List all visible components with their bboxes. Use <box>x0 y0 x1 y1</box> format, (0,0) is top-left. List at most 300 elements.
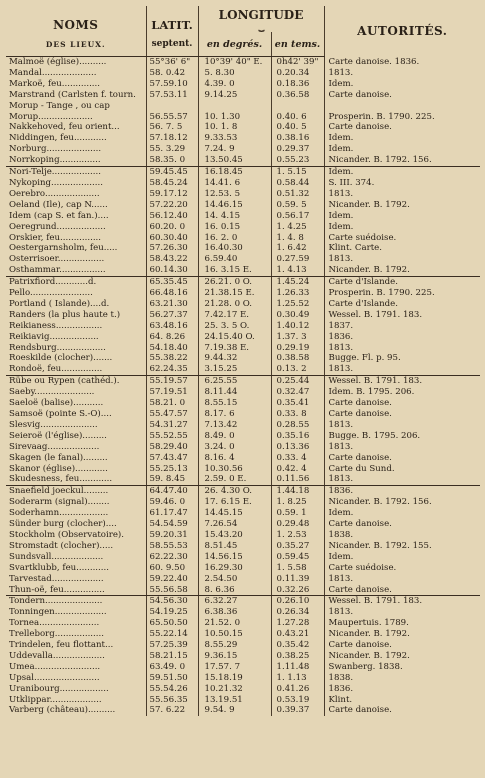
cell-deg: 24.15.40 O. <box>198 332 271 343</box>
cell-name: Samsoë (pointe S.-O).... <box>6 409 146 420</box>
table-row <box>6 497 480 508</box>
cell-name: Uranibourg.................. <box>6 684 146 695</box>
table-row <box>6 453 480 464</box>
cell-aut: Maupertuis. 1789. <box>328 618 409 629</box>
cell-name: Oeregrund.................. <box>6 222 146 233</box>
cell-tem: 0.29.19 <box>271 343 324 354</box>
cell-tem: 0.58.44 <box>271 178 324 189</box>
cell-name: Norrkoping............... <box>6 155 146 166</box>
cell-name: Svartklubb, feu............ <box>6 563 146 574</box>
cell-lat: 60.30.40 <box>146 233 198 244</box>
cell-lat: 56. 7. 5 <box>146 122 198 133</box>
table-row <box>6 563 480 574</box>
cell-lat: 57.53.11 <box>146 90 198 101</box>
cell-aut: Carte d'Islande. <box>328 277 398 288</box>
cell-tem: 0.42. 4 <box>271 464 324 475</box>
cell-lat: 55.47.57 <box>146 409 198 420</box>
cell-deg: 8.51.45 <box>198 541 271 552</box>
cell-deg: 14.56.15 <box>198 552 271 563</box>
cell-lat: 63.49. 0 <box>146 662 198 673</box>
cell-lat: 63.48.16 <box>146 321 198 332</box>
cell-name: Stromstadt (clocher)..... <box>6 541 146 552</box>
cell-lat: 59.17.12 <box>146 189 198 200</box>
cell-aut: Nicander. B. 1792. <box>328 199 410 210</box>
cell-name: Skanor (église)............ <box>6 464 146 475</box>
table-row <box>6 705 480 716</box>
cell-deg: 21.38.15 E. <box>198 288 271 299</box>
cell-tem: 0.59. 5 <box>271 200 324 211</box>
cell-aut: 1836. <box>328 486 354 497</box>
cell-aut: Carte danoise. 1836. <box>328 56 420 67</box>
cell-aut: S. III. 374. <box>328 177 375 188</box>
cell-aut: Carte du Sund. <box>328 463 395 474</box>
table-row <box>6 486 480 497</box>
table-row <box>6 398 480 409</box>
cell-name: Rondoë, feu............... <box>6 364 146 375</box>
cell-name: Osthammar................. <box>6 265 146 276</box>
table-row <box>6 618 480 629</box>
cell-aut: Carte danoise. <box>328 519 392 530</box>
header-names: NOMS <box>6 6 146 32</box>
cell-deg: 7.26.54 <box>198 519 271 530</box>
cell-tem: 0.36.58 <box>271 90 324 101</box>
table-row <box>6 222 480 233</box>
cell-aut: 1813. <box>328 607 354 618</box>
cell-lat: 58.21. 0 <box>146 398 198 409</box>
header-latitude-sub: septent. <box>146 32 198 57</box>
cell-deg: 2.54.50 <box>198 574 271 585</box>
cell-aut: 1836. <box>328 683 354 694</box>
cell-aut: Bugge. Fl. p. 95. <box>328 353 401 364</box>
cell-aut: Klint. <box>328 694 353 705</box>
cell-lat: 56.12.40 <box>146 211 198 222</box>
table-row <box>6 277 480 288</box>
table-row <box>6 133 480 144</box>
cell-lat: 57.26.30 <box>146 243 198 254</box>
cell-aut: 1837. <box>328 320 354 331</box>
cell-deg: 7.19.38 E. <box>198 343 271 354</box>
cell-lat: 55.54.26 <box>146 684 198 695</box>
cell-aut: Bugge. B. 1795. 206. <box>328 430 421 441</box>
cell-deg: 7.42.17 E. <box>198 310 271 321</box>
table-row <box>6 420 480 431</box>
cell-aut: Carte suédoise. <box>328 562 397 573</box>
cell-deg: 26. 4.30 O. <box>198 486 271 497</box>
cell-lat: 59. 8.45 <box>146 474 198 485</box>
table-row <box>6 178 480 189</box>
table-row <box>6 68 480 79</box>
cell-lat: 61.17.47 <box>146 508 198 519</box>
cell-lat: 56.55.57 <box>146 112 198 123</box>
cell-deg: 3.24. 0 <box>198 442 271 453</box>
cell-lat: 54.56.30 <box>146 596 198 607</box>
cell-deg: 10. 1. 8 <box>198 122 271 133</box>
cell-aut: Swanberg. 1838. <box>328 661 403 672</box>
cell-tem: 0.33. 4 <box>271 453 324 464</box>
cell-lat: 59.22.40 <box>146 574 198 585</box>
table-row <box>6 596 480 607</box>
table-row <box>6 629 480 640</box>
cell-tem: 0.41.26 <box>271 684 324 695</box>
cell-lat: 57.25.39 <box>146 640 198 651</box>
cell-name: Patrixfiord............d. <box>6 277 146 288</box>
cell-tem: 0.33. 8 <box>271 409 324 420</box>
cell-lat: 60.14.30 <box>146 265 198 276</box>
cell-deg: 8. 6.36 <box>198 585 271 596</box>
cell-tem: 0.35.42 <box>271 640 324 651</box>
cell-name: Markoë, feu.............. <box>6 79 146 90</box>
cell-deg: 9.44.32 <box>198 353 271 364</box>
cell-tem: 0.56.17 <box>271 211 324 222</box>
cell-aut: Nicander. B. 1792. 156. <box>324 155 480 166</box>
cell-tem: 0.35.16 <box>271 431 324 442</box>
cell-name: Reikianess................. <box>6 321 146 332</box>
cell-tem: 0.35.27 <box>271 541 324 552</box>
cell-name: Morup.................... <box>6 112 146 123</box>
cell-lat: 62.22.30 <box>146 552 198 563</box>
cell-name: Saeby...................... <box>6 387 146 398</box>
cell-aut: Nicander. B. 1792. 156. <box>328 497 432 508</box>
cell-aut: Wessel. B. 1791. 183. <box>328 596 423 607</box>
table-row <box>6 101 480 112</box>
cell-lat: 59.51.50 <box>146 673 198 684</box>
cell-name: Niddingen, feu............ <box>6 133 146 144</box>
cell-deg: 2.59. 0 E. <box>198 474 271 485</box>
header-names-sub: DES LIEUX. <box>6 32 146 57</box>
cell-name: Randers (la plus haute t.) <box>6 310 146 321</box>
cell-aut: Carte d'Islande. <box>328 298 398 309</box>
cell-name: Nakkehoved, feu orient... <box>6 122 146 133</box>
cell-deg: 4.39. 0 <box>198 79 271 90</box>
cell-name: Oeland (Ile), cap N...... <box>6 200 146 211</box>
cell-aut: Nicander. B. 1792. 155. <box>328 540 432 551</box>
cell-name: Roeskilde (clocher)....... <box>6 353 146 364</box>
cell-lat: 58.45.24 <box>146 178 198 189</box>
cell-tem: 1. 2.53 <box>271 530 324 541</box>
cell-name: Tornea...................... <box>6 618 146 629</box>
cell-aut: 1813. <box>328 342 354 353</box>
cell-deg: 17.57. 7 <box>198 662 271 673</box>
cell-tem: 0.32.26 <box>271 585 324 596</box>
cell-tem: 0.25.44 <box>271 376 324 387</box>
cell-name: Tarvestad................... <box>6 574 146 585</box>
table-row <box>6 200 480 211</box>
header-long-time: en tems. <box>271 32 324 57</box>
cell-lat: 58.55.53 <box>146 541 198 552</box>
cell-lat: 57.18.12 <box>146 133 198 144</box>
cell-deg: 8.55.29 <box>198 640 271 651</box>
cell-deg: 9.54. 9 <box>198 705 271 716</box>
cell-tem: 1. 1.13 <box>271 673 324 684</box>
cell-lat: 58.29.40 <box>146 442 198 453</box>
cell-tem: 1. 4. 8 <box>271 233 324 244</box>
cell-tem: 0.43.21 <box>271 629 324 640</box>
cell-tem: 0.32.47 <box>271 387 324 398</box>
cell-lat: 55.56.58 <box>146 585 198 596</box>
cell-aut: Wessel. B. 1791. 183. <box>328 309 423 320</box>
cell-name: Skudesness, feu............ <box>6 474 146 485</box>
cell-deg: 14.45.15 <box>198 508 271 519</box>
table-row <box>6 211 480 222</box>
cell-tem: 1.40.12 <box>271 321 324 332</box>
cell-name: Umea........................ <box>6 662 146 673</box>
table-row <box>6 431 480 442</box>
cell-aut: Nicander. B. 1792. <box>328 629 410 640</box>
cell-deg: 10.50.15 <box>198 629 271 640</box>
cell-lat: 55. 3.29 <box>146 144 198 155</box>
cell-deg: 13.19.51 <box>198 695 271 706</box>
cell-deg: 26.21. 0 O. <box>198 277 271 288</box>
cell-aut: Nicander. B. 1792. <box>328 650 410 661</box>
table-row <box>6 585 480 596</box>
table-row <box>6 519 480 530</box>
cell-aut: 1813. <box>324 364 480 375</box>
cell-deg: 21.28. 0 O. <box>198 299 271 310</box>
cell-name: Varberg (château).......... <box>6 705 146 716</box>
table-row <box>6 288 480 299</box>
cell-deg: 16. 2. 0 <box>198 233 271 244</box>
cell-lat: 55.25.13 <box>146 464 198 475</box>
table-row <box>6 464 480 475</box>
table-row <box>6 343 480 354</box>
cell-deg: 21.52. 0 <box>198 618 271 629</box>
cell-lat: 65.50.50 <box>146 618 198 629</box>
cell-lat: 59.20.31 <box>146 530 198 541</box>
cell-tem: 0.13. 2 <box>271 364 324 375</box>
cell-deg: 3.15.25 <box>198 364 271 375</box>
cell-deg: 16. 0.15 <box>198 222 271 233</box>
table-row <box>6 474 480 485</box>
cell-aut: Idem. <box>328 508 354 519</box>
cell-tem: 0.38.16 <box>271 133 324 144</box>
cell-aut <box>324 101 480 112</box>
cell-deg: 10.21.32 <box>198 684 271 695</box>
cell-name: Tonningen................... <box>6 607 146 618</box>
cell-lat: 55.22.14 <box>146 629 198 640</box>
cell-aut: Carte suédoise. <box>328 232 397 243</box>
cell-deg: 8.11.44 <box>198 387 271 398</box>
cell-aut: Carte danoise. <box>328 452 392 463</box>
cell-aut: Carte danoise. <box>328 409 392 419</box>
table-row <box>6 155 480 166</box>
cell-tem: 1. 8.25 <box>271 497 324 508</box>
cell-lat: 55°36' 6" <box>146 57 198 68</box>
header-longitude-label: LONGITUDE <box>218 8 304 22</box>
cell-name: Rendsburg.................. <box>6 343 146 354</box>
cell-name: Sünder burg (clocher).... <box>6 519 146 530</box>
cell-aut: 1813. <box>328 419 354 430</box>
table-row <box>6 299 480 310</box>
cell-name: Sirevaag................... <box>6 442 146 453</box>
table-row <box>6 90 480 101</box>
cell-tem: 0.40. 5 <box>271 122 324 133</box>
cell-lat: 63.21.30 <box>146 299 198 310</box>
cell-deg: 8.49. 0 <box>198 431 271 442</box>
cell-aut: Wessel. B. 1791. 183. <box>328 376 423 387</box>
table-row <box>6 695 480 706</box>
cell-name: Tondern..................... <box>6 596 146 607</box>
cell-tem: 0.38.25 <box>271 651 324 662</box>
cell-tem: 0h42' 39" <box>271 57 324 68</box>
cell-lat: 57.19.51 <box>146 387 198 398</box>
table-row <box>6 233 480 244</box>
cell-deg: 6.59.40 <box>198 254 271 265</box>
cell-deg: 17. 6.15 E. <box>198 497 271 508</box>
cell-aut: Carte danoise. <box>328 398 392 409</box>
cell-name: Upsal........................ <box>6 673 146 684</box>
cell-lat: 60. 9.50 <box>146 563 198 574</box>
table-row <box>6 607 480 618</box>
cell-name: Nori-Telje.................. <box>6 167 146 178</box>
cell-deg: 12.53. 5 <box>198 189 271 200</box>
cell-name: Slesvig..................... <box>6 420 146 431</box>
cell-deg: 6.38.36 <box>198 607 271 618</box>
table-body <box>6 57 480 717</box>
cell-lat: 64.47.40 <box>146 486 198 497</box>
cell-tem: 0.20.34 <box>271 68 324 79</box>
table-row <box>6 508 480 519</box>
table-row <box>6 364 480 375</box>
cell-aut: Idem. B. 1795. 206. <box>328 387 415 398</box>
cell-tem: 1.11.48 <box>271 662 324 673</box>
table-row <box>6 265 480 276</box>
cell-tem: 0.11.56 <box>271 474 324 485</box>
cell-aut: Idem. <box>328 551 354 562</box>
cell-aut: Klint. Carte. <box>328 243 382 254</box>
cell-deg: 7.13.42 <box>198 420 271 431</box>
cell-tem: 0.13.36 <box>271 442 324 453</box>
cell-aut: Idem. <box>328 144 354 155</box>
cell-deg: 15.18.19 <box>198 673 271 684</box>
cell-lat: 55.38.22 <box>146 353 198 364</box>
cell-lat: 54.31.27 <box>146 420 198 431</box>
cell-deg: 13.50.45 <box>198 155 271 166</box>
cell-tem: 0.51.32 <box>271 189 324 200</box>
table-row <box>6 79 480 90</box>
table-row <box>6 651 480 662</box>
cell-lat: 64. 8.26 <box>146 332 198 343</box>
cell-name: Malmoë (église).......... <box>6 57 146 68</box>
cell-aut: Idem. <box>328 78 354 89</box>
cell-tem: 0.11.39 <box>271 574 324 585</box>
cell-deg: 14.46.15 <box>198 200 271 211</box>
cell-name: Trelleborg.................. <box>6 629 146 640</box>
cell-aut: 1838. <box>328 529 354 540</box>
cell-deg: 6.25.55 <box>198 376 271 387</box>
cell-name: Stockholm (Observatoire). <box>6 530 146 541</box>
cell-aut: Carte danoise. <box>324 585 480 596</box>
cell-tem: 0.59.45 <box>271 552 324 563</box>
cell-tem: 1. 5.58 <box>271 563 324 574</box>
cell-tem: 0.26.10 <box>271 596 324 607</box>
cell-name: Soderarm (signal)........ <box>6 497 146 508</box>
table-row <box>6 332 480 343</box>
cell-tem: 0.30.49 <box>271 310 324 321</box>
cell-deg: 9.33.53 <box>198 133 271 144</box>
cell-deg: 8.55.15 <box>198 398 271 409</box>
cell-aut: 1813. <box>324 474 480 485</box>
cell-deg: 16. 3.15 E. <box>198 265 271 276</box>
cell-lat: 55.52.55 <box>146 431 198 442</box>
table-row <box>6 243 480 254</box>
header-longitude <box>198 6 324 32</box>
cell-name: Pello....................... <box>6 288 146 299</box>
cell-deg: 14.41. 6 <box>198 178 271 189</box>
cell-deg: 6.32.27 <box>198 596 271 607</box>
longitude-table <box>6 6 480 716</box>
cell-name: Oerebro.................... <box>6 189 146 200</box>
cell-deg: 10. 1.30 <box>198 112 271 123</box>
table-row <box>6 112 480 123</box>
cell-name: Orskier, feu............... <box>6 233 146 244</box>
cell-name: Seieroë (l'église)......... <box>6 431 146 442</box>
cell-aut: Carte danoise. <box>328 122 392 133</box>
table-row <box>6 574 480 585</box>
cell-tem: 1. 5.15 <box>271 167 324 178</box>
cell-name: Soderhamn.................. <box>6 508 146 519</box>
cell-tem: 0.29.48 <box>271 519 324 530</box>
cell-name: Reikiavig.................. <box>6 332 146 343</box>
cell-name: Norburg.................... <box>6 144 146 155</box>
table-row <box>6 541 480 552</box>
cell-deg: 15.43.20 <box>198 530 271 541</box>
cell-name: Portland ( Islande)....d. <box>6 299 146 310</box>
cell-tem: 0.38.58 <box>271 353 324 364</box>
cell-aut: 1813. <box>328 573 354 584</box>
cell-lat: 58.21.15 <box>146 651 198 662</box>
table-row <box>6 409 480 420</box>
cell-tem: 0.26.34 <box>271 607 324 618</box>
cell-lat: 59.46. 0 <box>146 497 198 508</box>
cell-name: Mandal.................... <box>6 68 146 79</box>
cell-tem: 0.35.41 <box>271 398 324 409</box>
cell-lat: 60.20. 0 <box>146 222 198 233</box>
cell-lat: 57.59.10 <box>146 79 198 90</box>
header-long-degrees: en degrés. <box>198 32 271 57</box>
table-row <box>6 353 480 364</box>
cell-tem: 1. 4.13 <box>271 265 324 276</box>
cell-aut: Nicander. B. 1792. <box>324 265 480 276</box>
cell-aut: Idem. <box>328 167 354 178</box>
table-row <box>6 57 480 68</box>
cell-tem: 0.39.37 <box>271 705 324 716</box>
cell-lat: 54.18.40 <box>146 343 198 354</box>
cell-aut: Idem. <box>328 221 354 232</box>
cell-aut: 1813. <box>328 441 354 452</box>
table-row <box>6 442 480 453</box>
table-row <box>6 673 480 684</box>
cell-lat: 57. 6.22 <box>146 705 198 716</box>
cell-tem: 0.28.55 <box>271 420 324 431</box>
cell-tem: 0.59. 1 <box>271 508 324 519</box>
table-row <box>6 662 480 673</box>
cell-aut: 1813. <box>328 67 354 78</box>
table-row <box>6 640 480 651</box>
header-latitude: LATIT. <box>146 6 198 32</box>
table-row <box>6 530 480 541</box>
cell-name: Trindelen, feu flottant... <box>6 640 146 651</box>
cell-aut: Idem. <box>328 210 354 221</box>
cell-aut: 1838. <box>328 672 354 683</box>
cell-aut: 1813. <box>328 254 354 265</box>
cell-name: Utklippar................... <box>6 695 146 706</box>
cell-name: Thun-oë, feu............... <box>6 585 146 596</box>
cell-tem: 1.45.24 <box>271 277 324 288</box>
table-row <box>6 122 480 133</box>
table-row <box>6 684 480 695</box>
cell-deg: 7.24. 9 <box>198 144 271 155</box>
cell-deg: 5. 8.30 <box>198 68 271 79</box>
